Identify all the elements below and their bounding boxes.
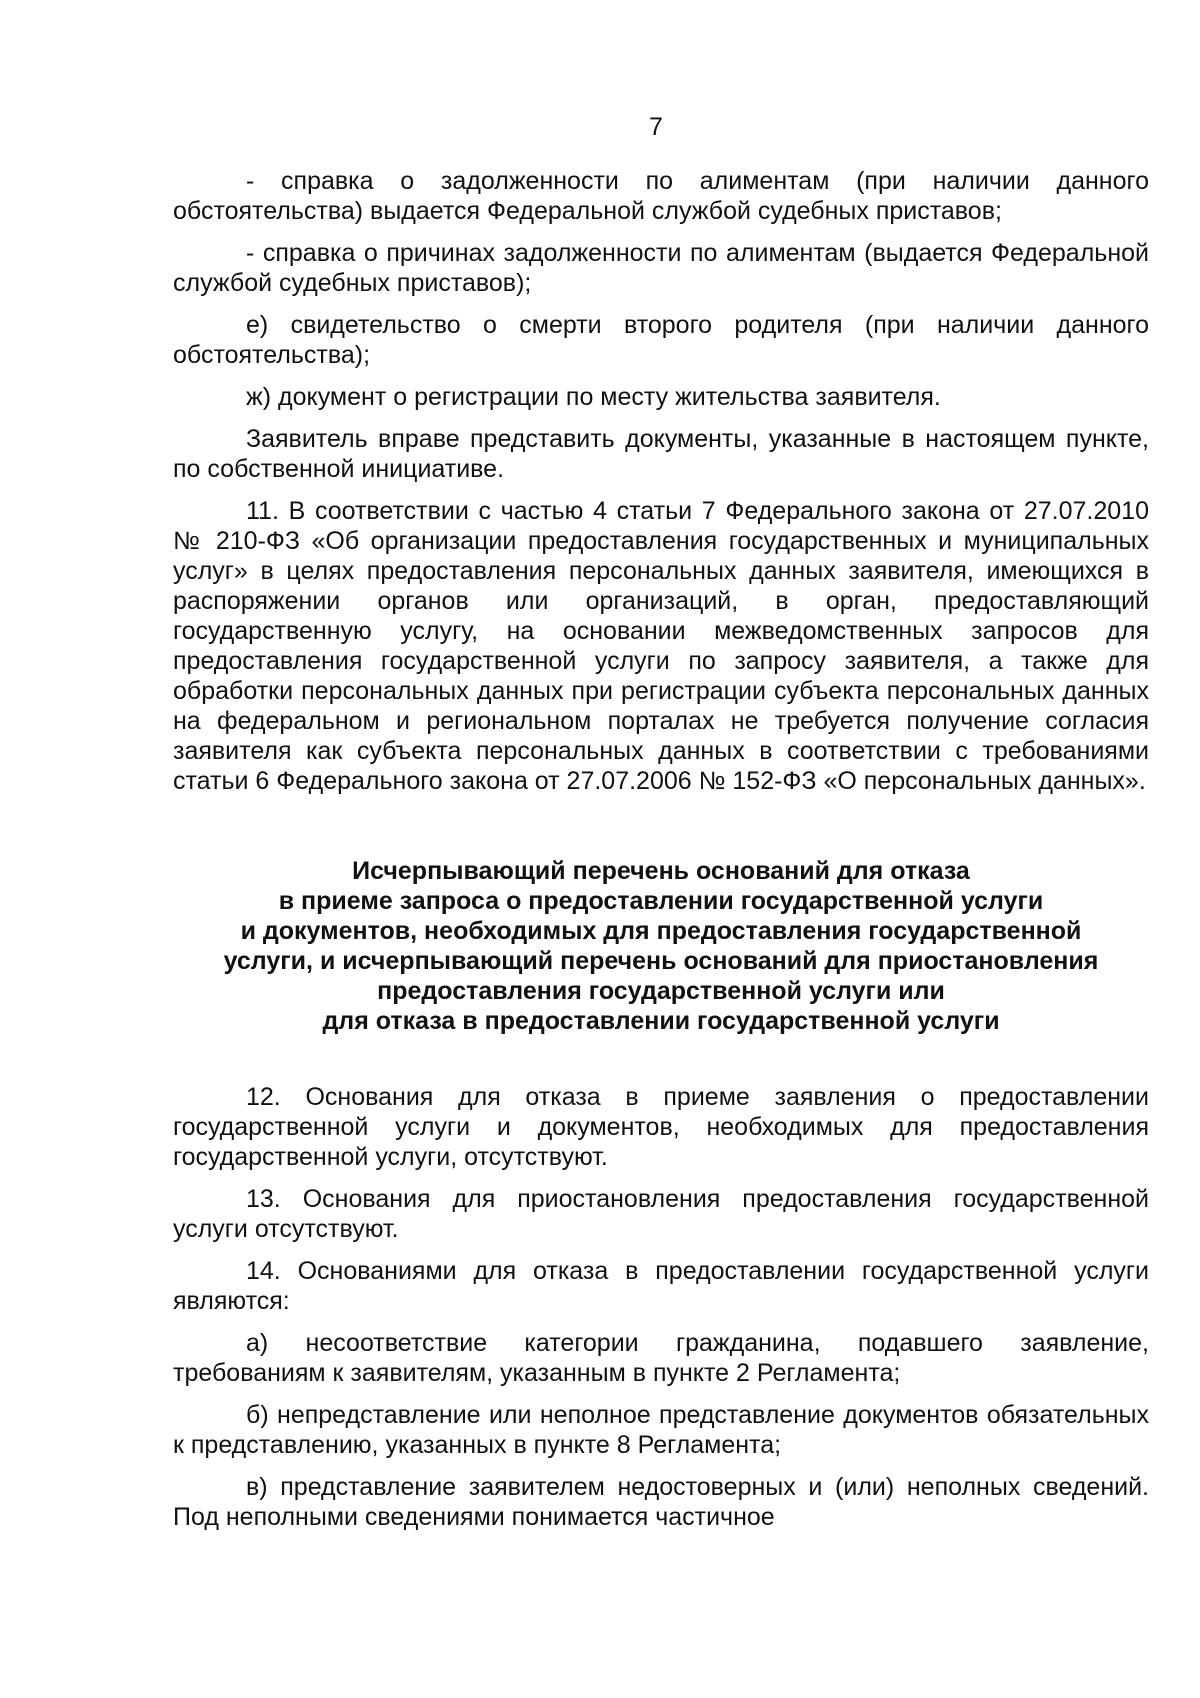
paragraph-alimony-debt-certificate: - справка о задолженности по алиментам (при наличии данного обстоятельства) выдается Федеральной службой судебных приставов; [173,167,1149,225]
paragraph-alimony-debt-reasons: - справка о причинах задолженности по алиментам (выдается Федеральной службой судебных приставов); [173,239,1149,297]
paragraph-applicant-right: Заявитель вправе представить документы, указанные в настоящем пункте, по собственной инициативе. [173,425,1149,483]
section-heading: Исчерпывающий перечень оснований для отказа в приеме запроса о предоставлении государственной услуги и документов, необходимых для предоставления государственной услуги, и исчерпывающий перечень оснований для приостановления предоставления государственной услуги или для отказа в предоставлении государственной услуги [223,857,1099,1035]
paragraph-item-11: 11. В соответствии с частью 4 статьи 7 Федерального закона от 27.07.2010 № 210-ФЗ «Об организации предоставления государственных и муниципальных услуг» в целях предоставления персональных данных заявителя, имеющихся в распоряжении органов или организаций, в орган, предоставляющий государственную услугу, на основании межведомственных запросов для предоставления государственной услуги по запросу заявителя, а также для обработки персональных данных при регистрации субъекта персональных данных на федеральном и региональном порталах не требуется получение согласия заявителя как субъекта персональных данных в соответствии с требованиями статьи 6 Федерального закона от 27.07.2006 № 152-ФЗ «О персональных данных». [173,497,1149,795]
paragraph-item-14-v: в) представление заявителем недостоверных и (или) неполных сведений. Под неполными сведениями понимается частичное [173,1473,1149,1531]
paragraph-item-14-b: б) непредставление или неполное представление документов обязательных к представлению, указанных в пункте 8 Регламента; [173,1401,1149,1459]
paragraph-registration-document: ж) документ о регистрации по месту жительства заявителя. [246,383,941,411]
paragraph-item-12: 12. Основания для отказа в приеме заявления о предоставлении государственной услуги и документов, необходимых для предоставления государственной услуги, отсутствуют. [173,1083,1149,1171]
paragraph-item-14: 14. Основаниями для отказа в предоставлении государственной услуги являются: [173,1257,1149,1315]
page-number: 7 [649,113,663,141]
paragraph-item-13: 13. Основания для приостановления предоставления государственной услуги отсутствуют. [173,1185,1149,1243]
paragraph-item-14-a: а) несоответствие категории гражданина, подавшего заявление, требованиям к заявителям, указанным в пункте 2 Регламента; [173,1329,1149,1387]
document-body [173,166,1149,1532]
paragraph-death-certificate: е) свидетельство о смерти второго родителя (при наличии данного обстоятельства); [173,311,1149,369]
